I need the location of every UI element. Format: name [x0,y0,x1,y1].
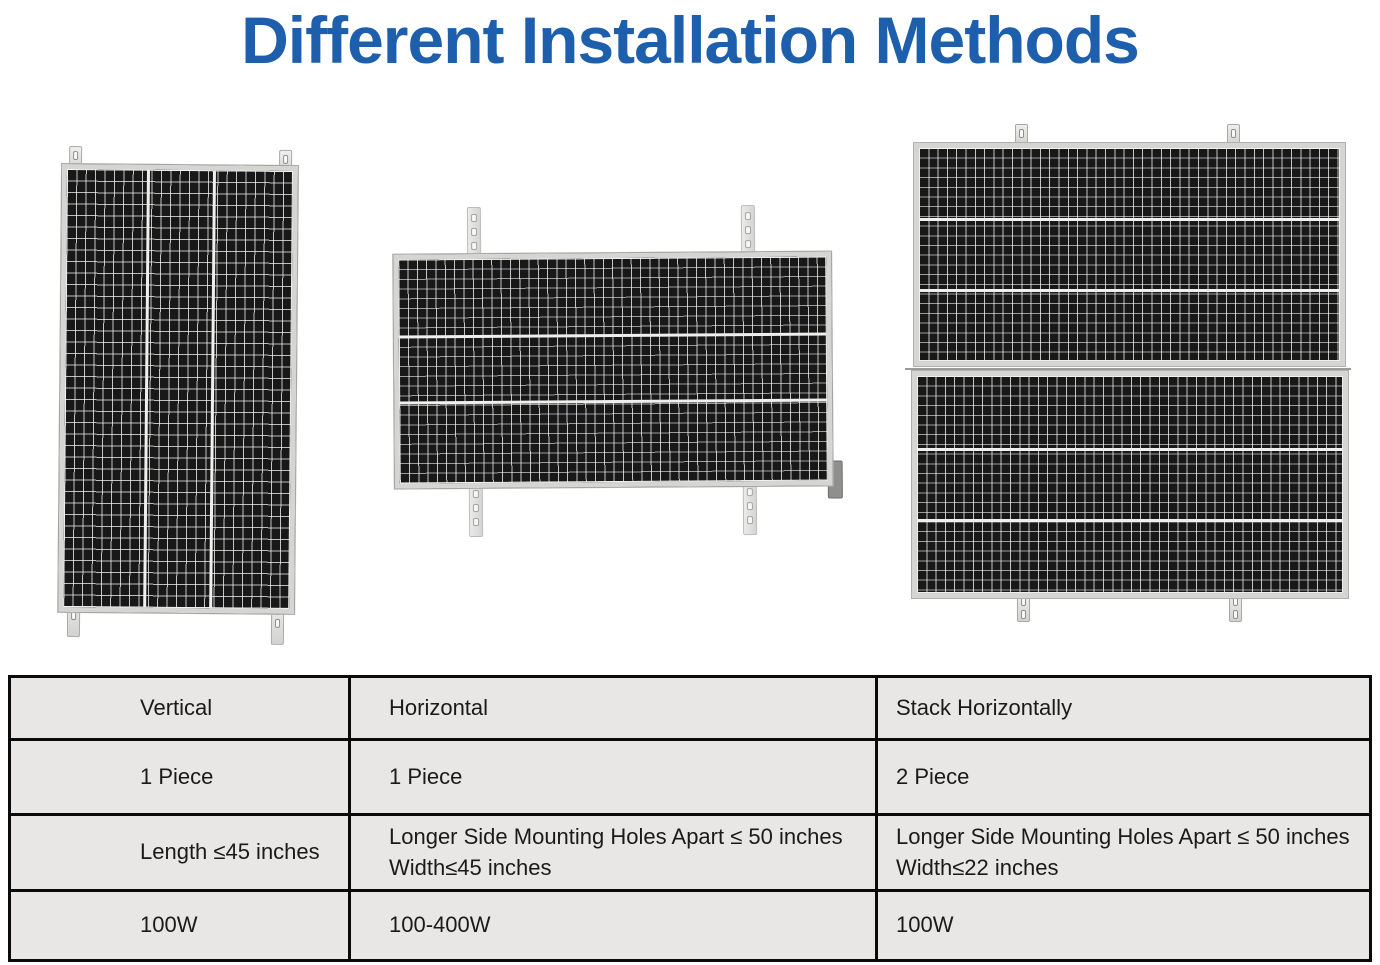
page-title: Different Installation Methods [241,3,1139,77]
cell-text: 100W [896,912,954,938]
mounting-hole-icon [473,490,479,498]
mounting-hole-icon [1021,597,1026,606]
mounting-hole-icon [473,504,479,512]
cell-text: Stack Horizontally [896,694,1073,720]
solar-panel-horizontal [393,252,833,489]
mounting-hole-icon [473,518,479,526]
mounting-hole-icon [747,516,753,524]
mounting-hole-icon [283,155,288,164]
mounting-rail-icon [467,207,481,259]
mounting-hole-icon [471,214,477,222]
busbar-line [917,448,1343,451]
cell-pieces-stack [878,741,1369,813]
cell-power-stack [878,892,1369,959]
cell-text: Width≤45 inches [389,854,552,880]
header-cell-vertical [11,678,348,738]
header-cell-horizontal [351,678,875,738]
mounting-hole-icon [275,619,280,628]
solar-panel-stack-top [914,143,1345,366]
cell-text: Vertical [140,694,213,720]
cell-text: 100W [140,912,198,938]
mounting-rail-icon [741,205,755,257]
figure-vertical-panel [53,141,312,655]
mounting-hole-icon [71,611,76,620]
mounting-hole-icon [1021,610,1026,619]
cell-text: Width≤22 inches [896,854,1059,880]
cell-text: Longer Side Mounting Holes Apart ≤ 50 inches [389,823,843,849]
cell-text: Horizontal [389,694,489,720]
cell-dimensions-horizontal [351,816,875,889]
mounting-hole-icon [1233,597,1238,606]
cell-pieces-vertical [11,741,348,813]
mounting-hole-icon [471,228,477,236]
cell-dimensions-vertical [11,816,348,889]
mounting-hole-icon [1231,129,1236,138]
panel-junction-line [905,368,1351,370]
mounting-hole-icon [747,502,753,510]
mounting-hole-icon [1019,129,1024,138]
cell-power-vertical [11,892,348,959]
cell-pieces-horizontal [351,741,875,813]
solar-panel-stack-bottom [912,371,1348,598]
cell-text: 1 Piece [389,763,463,789]
figure-stacked-panels [905,122,1353,626]
mounting-hole-icon [73,151,78,160]
cell-text: 2 Piece [896,763,970,789]
cell-dimensions-stack [878,816,1369,889]
mounting-hole-icon [745,226,751,234]
solar-panel-vertical [58,164,298,614]
header-cell-stack [878,678,1369,738]
busbar-line [919,218,1340,221]
solar-cells-grid [63,169,293,609]
mounting-hole-icon [745,212,751,220]
solar-cells-grid [919,148,1340,361]
solar-cells-grid [917,376,1343,593]
mounting-hole-icon [745,240,751,248]
mounting-rail-icon [469,483,483,537]
busbar-line [917,519,1343,522]
mounting-rail-icon [743,481,757,535]
mounting-hole-icon [1233,610,1238,619]
cell-text: Length ≤45 inches [140,839,320,865]
spec-table [8,675,1372,962]
cell-text: Longer Side Mounting Holes Apart ≤ 50 inches [896,823,1350,849]
cell-text: 1 Piece [140,763,214,789]
cell-power-horizontal [351,892,875,959]
figure-horizontal-panel [392,204,846,539]
solar-cells-grid [398,257,828,484]
mounting-hole-icon [747,488,753,496]
mounting-hole-icon [471,242,477,250]
cell-text: 100-400W [389,912,491,938]
busbar-line [919,289,1340,292]
